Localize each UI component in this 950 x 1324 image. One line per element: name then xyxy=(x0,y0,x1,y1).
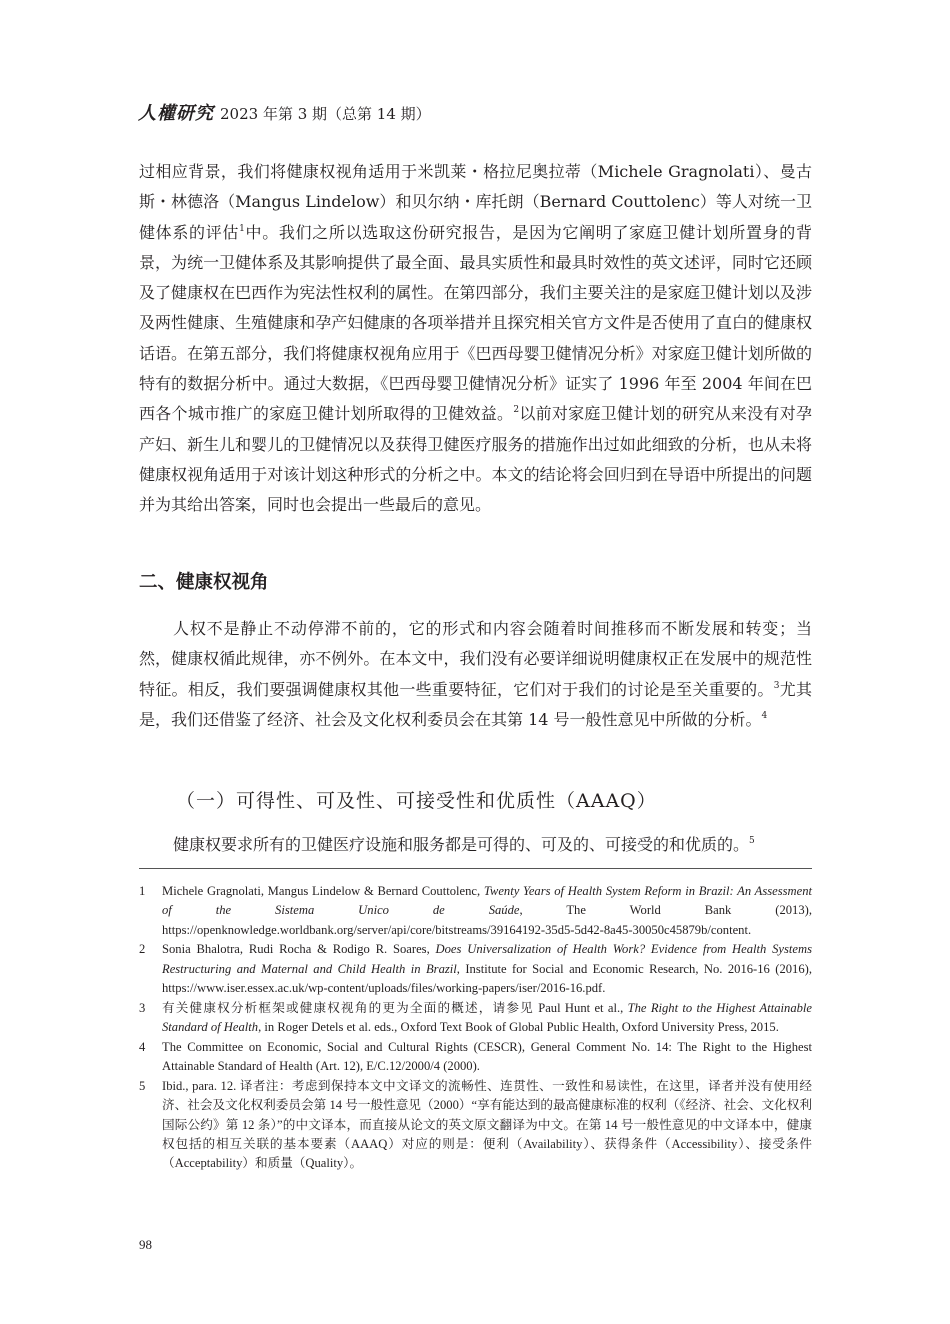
footnote-text xyxy=(162,882,812,940)
footnotes xyxy=(139,882,812,1173)
footnote-text xyxy=(162,1038,812,1077)
footnote-text-post: , The World Bank (2013), https://openknowledge.worldbank.org/server/api/core/bitstreams/39164192-35d5-5d42-8a45-30050c45879b/content. xyxy=(162,903,812,937)
footnote-ref-1[interactable]: 1 xyxy=(239,223,245,234)
footnote-text-pre: Ibid., para. 12. 译者注：考虑到保持本文中文译文的流畅性、连贯性、一致性和易读性，在这里，译者并没有使用经济、社会及文化权利委员会第 14 号一般性意见（2000）“享有能达到的最高健康标准的权利（《经济、社会、文化权利国际公约》第 12 条）”的中文译本，而直接从论文的英文原文翻译为中文。在第 14 号一般性意见的中文译本中，健康权包括的相互关联的基本要素（AAAQ）对应的则是：便利（Availability）、获得条件（Accessibility）、接受条件（Acceptability）和质量（Quality）。 xyxy=(162,1078,812,1171)
footnote-3 xyxy=(139,999,812,1038)
paragraph-1-text-a: 过相应背景，我们将健康权视角适用于米凯莱・格拉尼奥拉蒂（Michele Gragnolati）、曼古斯・林德洛（Mangus Lindelow）和贝尔纳・库托朗（Bernard Couttolenc）等人对统一卫健体系的评估 xyxy=(139,162,812,242)
footnote-title: Does Universalization of Health Work? Evidence from Health Systems Restructuring and Maternal and Child Health in Brazil xyxy=(162,942,812,976)
running-header xyxy=(138,99,431,125)
paragraph-2-text-a: 人权不是静止不动停滞不前的，它的形式和内容会随着时间推移而不断发展和转变；当然，健康权循此规律，亦不例外。在本文中，我们没有必要详细说明健康权正在发展中的规范性特征。相反，我们要强调健康权其他一些重要特征，它们对于我们的讨论是至关重要的。 xyxy=(139,619,812,699)
paragraph-1-text-c: 以前对家庭卫健计划的研究从来没有对孕产妇、新生儿和婴儿的卫健情况以及获得卫健医疗服务的措施作出过如此细致的分析，也从未将健康权视角适用于对该计划这种形式的分析之中。本文的结论将会回归到在导语中所提出的问题并为其给出答案，同时也会提出一些最后的意见。 xyxy=(139,404,812,515)
footnote-number: 4 xyxy=(139,1039,146,1054)
footnote-5 xyxy=(139,1077,812,1173)
journal-logo: 人權研究 xyxy=(138,103,214,124)
footnote-ref-4[interactable]: 4 xyxy=(761,710,768,721)
issue-info: 2023 年第 3 期（总第 14 期） xyxy=(220,105,431,123)
footnote-text xyxy=(162,1077,812,1173)
paragraph-2-text-b: 尤其是，我们还借鉴了经济、社会及文化权利委员会在其第 14 号一般性意见中所做的分析。 xyxy=(139,679,812,729)
footnote-ref-2[interactable]: 2 xyxy=(513,405,520,416)
footnote-4 xyxy=(139,1038,812,1077)
footnote-text-post: , in Roger Detels et al. eds., Oxford Text Book of Global Public Health, Oxford University Press, 2015. xyxy=(258,1020,779,1035)
footnote-1 xyxy=(139,882,812,940)
section-heading: 二、健康权视角 xyxy=(139,572,269,593)
footnote-text-pre: Sonia Bhalotra, Rudi Rocha & Rodigo R. Soares, xyxy=(162,942,436,957)
paragraph-3-text: 健康权要求所有的卫健医疗设施和服务都是可得的、可及的、可接受的和优质的。 xyxy=(173,835,750,854)
footnote-number: 5 xyxy=(139,1078,146,1093)
footnote-text-pre: The Committee on Economic, Social and Cultural Rights (CESCR), General Comment No. 14: The Right to the Highest Attainable Standard of Health (Art. 12), E/C.12/2000/4 (2000). xyxy=(162,1039,812,1074)
footnote-text xyxy=(162,940,812,998)
footnote-2 xyxy=(139,940,812,998)
page-number: 98 xyxy=(139,1237,152,1252)
paragraph-1 xyxy=(139,157,812,521)
footnote-text-post: , Institute for Social and Economic Research, No. 2016-16 (2016), https://www.iser.essex.ac.uk/wp-content/uploads/files/working-papers/iser/2016-16.pdf. xyxy=(162,961,812,995)
footnote-number: 2 xyxy=(139,942,146,957)
footnote-text-pre: 有关健康权分析框架或健康权视角的更为全面的概述，请参见 Paul Hunt et al., xyxy=(162,1000,628,1015)
footnote-title: The Right to the Highest Attainable Standard of Health xyxy=(162,1000,813,1035)
footnote-text xyxy=(162,999,812,1038)
footnote-number: 3 xyxy=(139,1000,146,1015)
footnote-title: Twenty Years of Health System Reform in Brazil: An Assessment of the Sistema Unico de Saúde xyxy=(162,884,812,918)
paragraph-3 xyxy=(139,830,812,860)
paragraph-1-text-b: 中。我们之所以选取这份研究报告，是因为它阐明了家庭卫健计划所置身的背景，为统一卫健体系及其影响提供了最全面、最具实质性和最具时效性的英文述评，同时它还顾及了健康权在巴西作为宪法性权利的属性。在第四部分，我们主要关注的是家庭卫健计划以及涉及两性健康、生殖健康和孕产妇健康的各项举措并且探究相关官方文件是否使用了直白的健康权话语。在第五部分，我们将健康权视角应用于《巴西母婴卫健情况分析》对家庭卫健计划所做的特有的数据分析中。通过大数据，《巴西母婴卫健情况分析》证实了 1996 年至 2004 年间在巴西各个城市推广的家庭卫健计划所取得的卫健效益。 xyxy=(139,222,812,424)
subsection-heading: （一）可得性、可及性、可接受性和优质性（AAAQ） xyxy=(176,790,657,812)
paragraph-2 xyxy=(139,614,812,735)
footnote-text-pre: Michele Gragnolati, Mangus Lindelow & Bernard Couttolenc, xyxy=(162,884,484,898)
footnote-number: 1 xyxy=(139,884,146,898)
footnote-ref-3[interactable]: 3 xyxy=(773,680,780,691)
footnote-ref-5[interactable]: 5 xyxy=(749,836,755,846)
footnote-divider xyxy=(139,868,812,869)
